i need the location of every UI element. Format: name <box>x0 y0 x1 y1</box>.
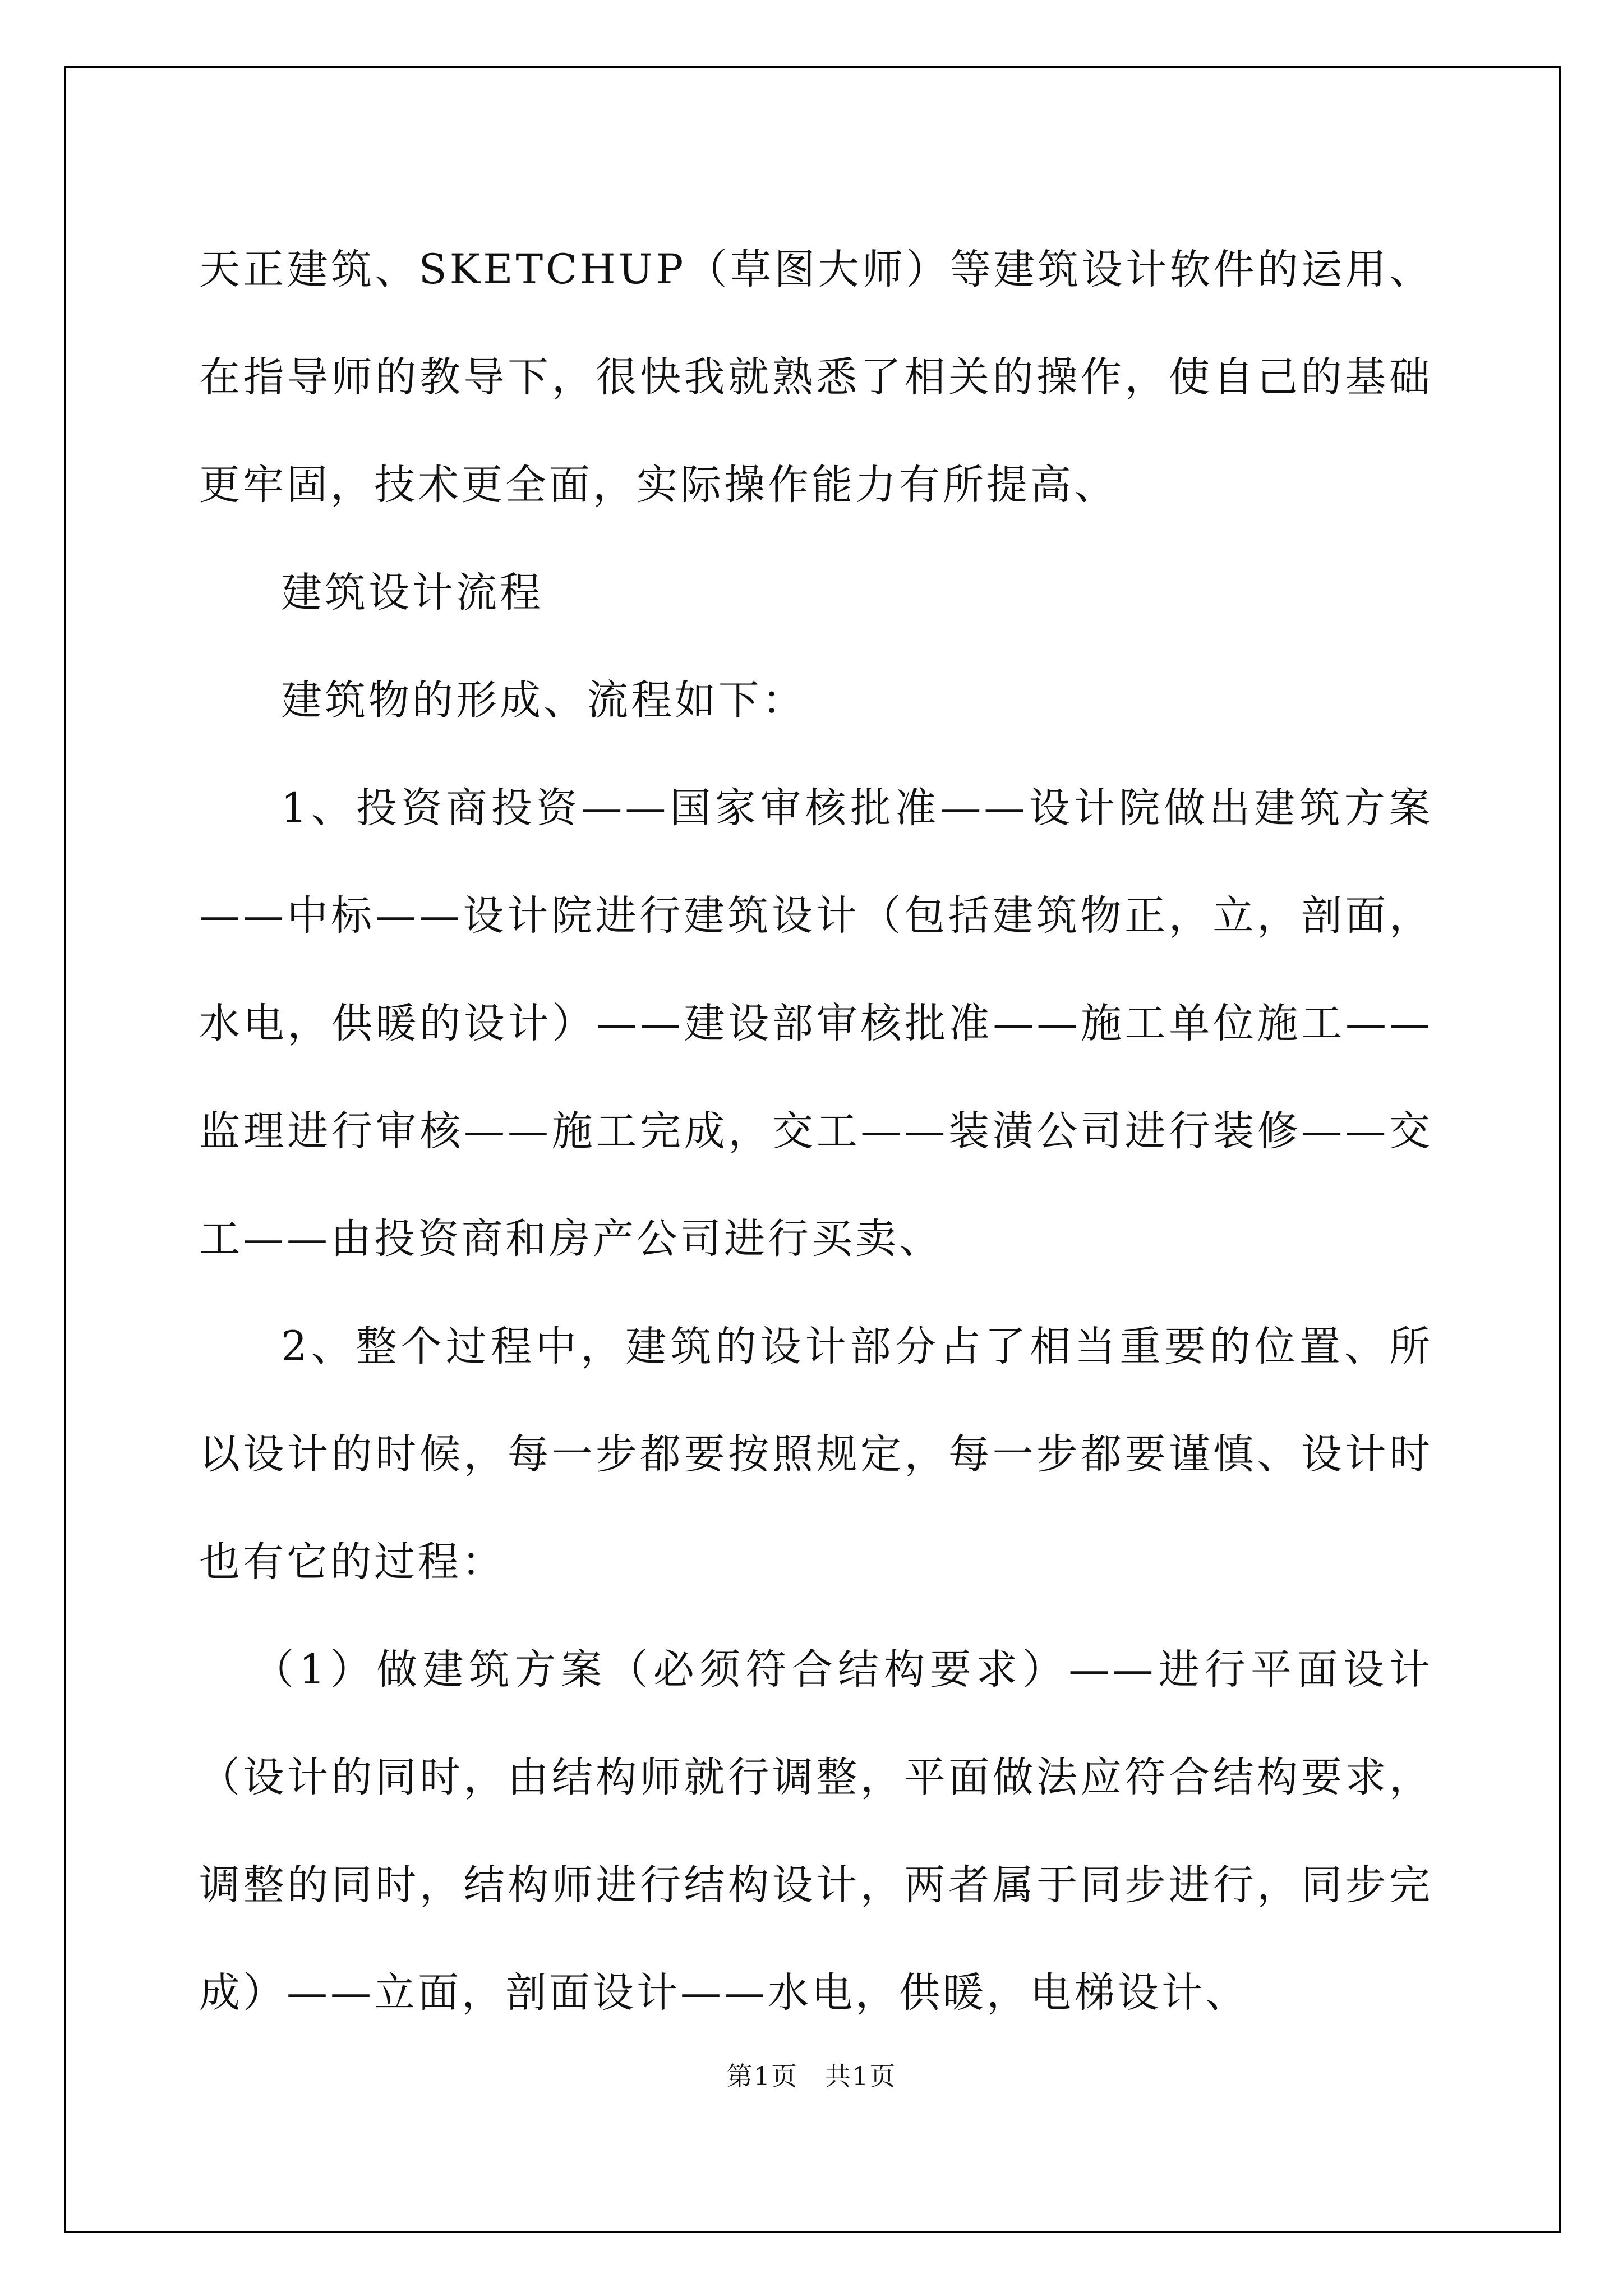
document-body <box>199 216 1433 2047</box>
paragraph-substep-1: （1）做建筑方案（必须符合结构要求）——进行平面设计（设计的同时，由结构师就行调整，平面做法应符合结构要求，调整的同时，结构师进行结构设计，两者属于同步进行，同步完成）——立面，剖面设计——水电，供暖，电梯设计、 <box>199 1646 1433 2017</box>
paragraph-process-intro: 建筑物的形成、流程如下： <box>281 677 806 724</box>
paragraph-software-intro: 天正建筑、SKETCHUP（草图大师）等建筑设计软件的运用、在指导师的教导下，很快我就熟悉了相关的操作，使自己的基础更牢固，技术更全面，实际操作能力有所提高、 <box>199 246 1433 509</box>
page-number-footer: 第1页 共1页 <box>726 2061 897 2091</box>
section-heading: 建筑设计流程 <box>281 569 543 616</box>
paragraph-step-2: 2、整个过程中，建筑的设计部分占了相当重要的位置、所以设计的时候，每一步都要按照规定，每一步都要谨慎、设计时也有它的过程： <box>199 1323 1433 1586</box>
paragraph-step-1: 1、投资商投资——国家审核批准——设计院做出建筑方案——中标——设计院进行建筑设计（包括建筑物正，立，剖面，水电，供暖的设计）——建设部审核批准——施工单位施工——监理进行审核——施工完成，交工——装潢公司进行装修——交工——由投资商和房产公司进行买卖、 <box>199 784 1433 1263</box>
